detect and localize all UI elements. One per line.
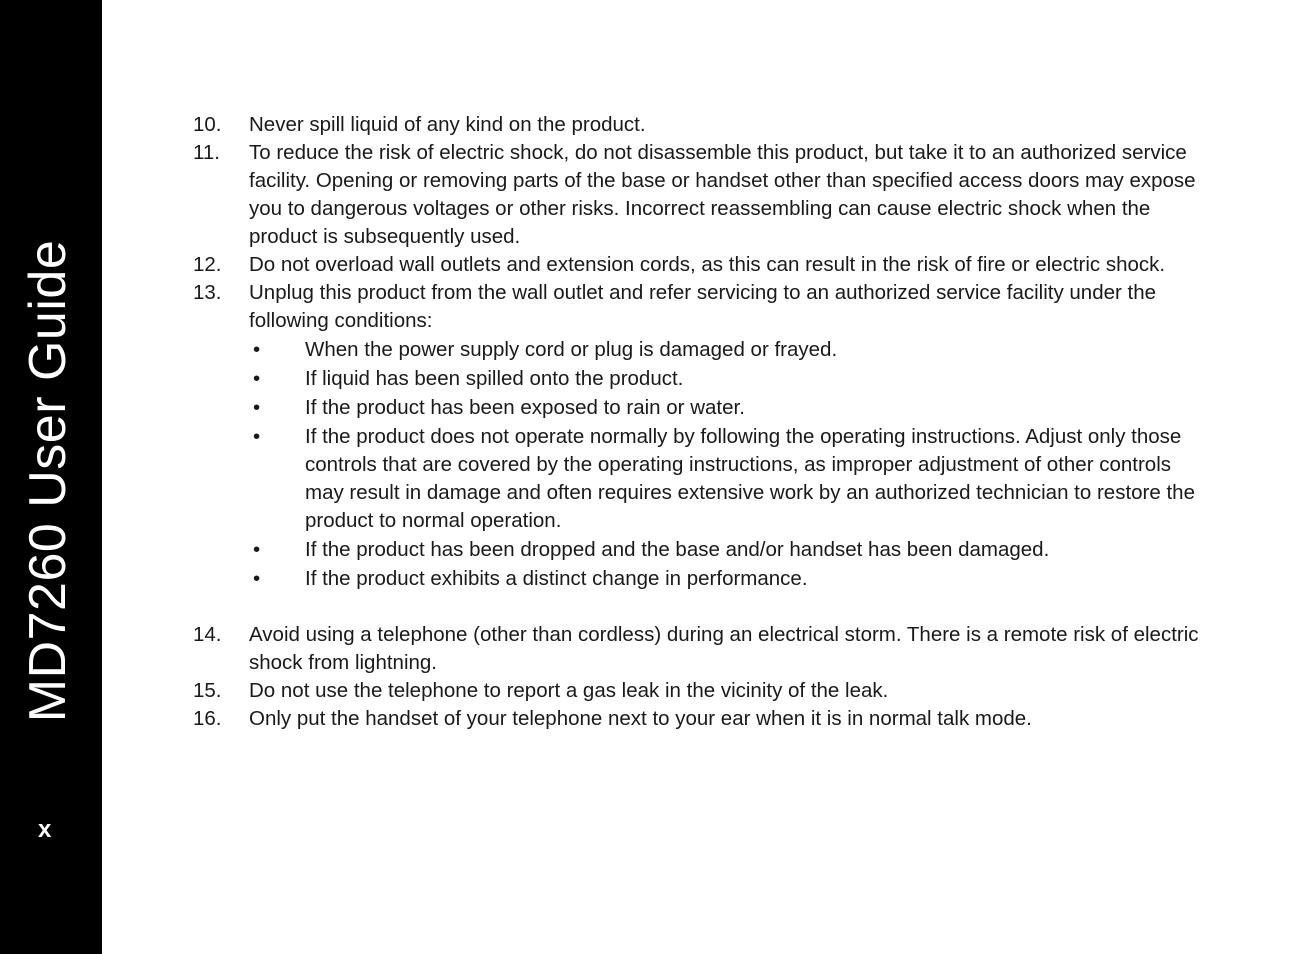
bullet-item	[249, 394, 1203, 422]
bullet-text: When the power supply cord or plug is damaged or frayed.	[305, 338, 838, 361]
guide-title: MD7260 User Guide	[19, 239, 77, 723]
page-number: x	[38, 816, 52, 843]
bullet-item	[249, 565, 1203, 593]
item-number: 12.	[193, 253, 222, 276]
item-number: 16.	[193, 707, 222, 730]
bullet-text: If the product exhibits a distinct change in performance.	[305, 567, 808, 590]
item-text: Do not use the telephone to report a gas leak in the vicinity of the leak.	[249, 679, 889, 702]
bullet-icon: •	[253, 567, 261, 590]
item-text: Avoid using a telephone (other than cordless) during an electrical storm. There is a remote risk of electric shock from lightning.	[249, 623, 1199, 674]
list-item	[193, 677, 1203, 705]
section-spacer	[193, 594, 1203, 621]
item-text: Only put the handset of your telephone next to your ear when it is in normal talk mode.	[249, 707, 1032, 730]
bullet-item	[249, 536, 1203, 564]
bullet-item	[249, 365, 1203, 393]
bullet-text: If liquid has been spilled onto the product.	[305, 367, 684, 390]
bullet-text: If the product has been exposed to rain or water.	[305, 396, 745, 419]
sidebar	[0, 0, 102, 954]
bullet-icon: •	[253, 338, 261, 361]
bullet-text: If the product has been dropped and the base and/or handset has been damaged.	[305, 538, 1050, 561]
bullet-icon: •	[253, 538, 261, 561]
item-number: 14.	[193, 623, 222, 646]
safety-instructions	[193, 111, 1203, 733]
list-item	[193, 251, 1203, 279]
item-text: To reduce the risk of electric shock, do not disassemble this product, but take it to an authorized service facility. Opening or removing parts of the base or handset other than specified access doors may expose you to dangerous voltages or other risks. Incorrect reassembling can cause electric shock when the product is subsequently used.	[249, 141, 1196, 248]
item-number: 10.	[193, 113, 222, 136]
item-number: 15.	[193, 679, 222, 702]
list-item	[193, 279, 1203, 593]
bullet-icon: •	[253, 367, 261, 390]
bullet-item	[249, 423, 1203, 535]
list-item	[193, 139, 1203, 251]
item-text: Never spill liquid of any kind on the product.	[249, 113, 646, 136]
item-text: Unplug this product from the wall outlet and refer servicing to an authorized service facility under the following conditions:	[249, 281, 1157, 332]
list-item	[193, 111, 1203, 139]
conditions-list	[249, 336, 1203, 593]
bullet-icon: •	[253, 425, 261, 448]
list-item	[193, 621, 1203, 677]
item-number: 13.	[193, 281, 222, 304]
list-item	[193, 705, 1203, 733]
item-text: Do not overload wall outlets and extension cords, as this can result in the risk of fire or electric shock.	[249, 253, 1166, 276]
bullet-icon: •	[253, 396, 261, 419]
bullet-item	[249, 336, 1203, 364]
item-number: 11.	[193, 141, 220, 164]
bullet-text: If the product does not operate normally by following the operating instructions. Adjust only those controls that are covered by the operating instructions, as improper adjustment of other controls may result in damage and often requires extensive work by an authorized technician to restore the product to normal operation.	[305, 425, 1195, 532]
